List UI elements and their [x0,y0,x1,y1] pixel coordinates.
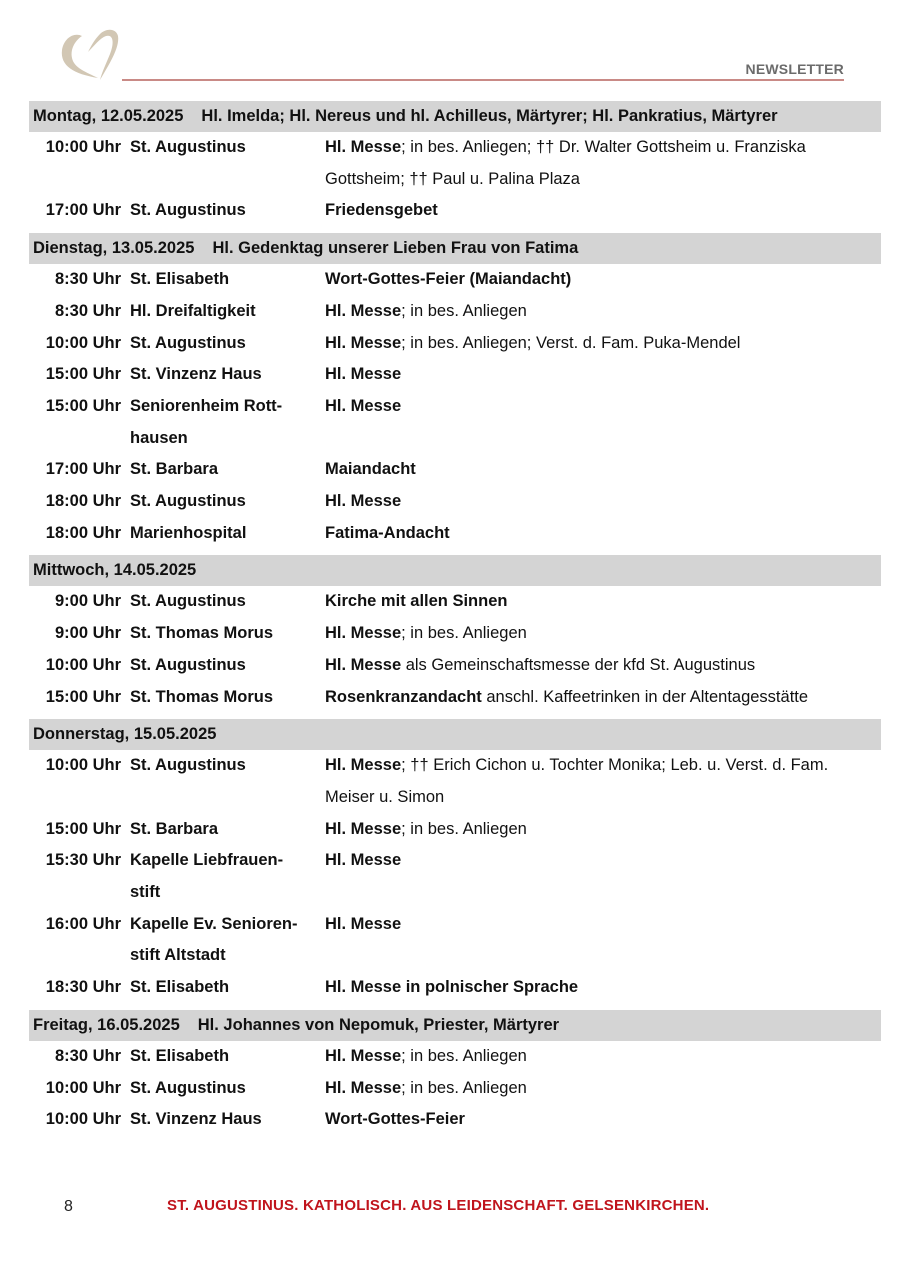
day-feast: Hl. Johannes von Nepomuk, Priester, Märtyrer [197,1015,560,1034]
event-place [121,972,314,1004]
event-time: 18:30 Uhr [45,978,121,997]
event-detail: ; in bes. Anliegen [401,819,527,838]
event-description [314,618,881,650]
event-time: 10:00 Uhr [45,138,121,156]
event-place-line: St. Augustinus [130,655,246,674]
event-place-line: St. Barbara [130,819,219,838]
event-place-line: St. Augustinus [130,492,246,511]
event-place-line: St. Augustinus [130,592,246,611]
day-feast: Hl. Gedenktag unserer Lieben Frau von Fatima [212,239,579,258]
day-header [29,101,881,132]
event-title: Hl. Messe [325,492,402,511]
event-row [29,845,881,908]
event-title: Hl. Messe [325,396,402,415]
event-description [314,1104,881,1136]
event-description [314,586,881,618]
event-place [121,814,314,846]
event-detail: ; in bes. Anliegen [401,1046,527,1065]
event-time: 17:00 Uhr [45,201,121,220]
day-block [29,233,881,549]
page-number: 8 [64,1198,73,1215]
event-title: Hl. Messe [325,756,402,775]
event-row [29,391,881,454]
event-row [29,195,881,227]
event-description [314,328,881,360]
event-place-line: St. Augustinus [130,138,246,156]
event-title: Hl. Messe [325,333,402,352]
event-time: 15:00 Uhr [45,396,121,415]
event-place-line: Kapelle Ev. Senioren- [130,914,298,933]
event-place [121,845,314,908]
event-row [29,454,881,486]
day-block [29,101,881,227]
event-description [314,486,881,518]
event-place-line: Marienhospital [130,523,247,542]
day-header [29,719,881,750]
event-time: 8:30 Uhr [54,270,121,289]
event-place-line: stift Altstadt [130,946,226,965]
event-title: Wort-Gottes-Feier [325,1110,465,1129]
event-description [314,518,881,550]
event-title: Wort-Gottes-Feier (Maiandacht) [325,270,572,289]
event-title: Kirche mit allen Sinnen [325,592,508,611]
event-description [314,972,881,1004]
event-row [29,586,881,618]
event-place-line: St. Augustinus [130,756,246,775]
event-place [121,682,314,714]
event-place [121,1104,314,1136]
header-rule [122,79,844,81]
event-title: Fatima-Andacht [325,523,450,542]
event-title: Hl. Messe in polnischer Sprache [325,978,579,997]
event-place [121,328,314,360]
event-title: Hl. Messe [325,851,402,870]
day-header [29,555,881,586]
event-time: 10:00 Uhr [45,1110,121,1129]
event-row [29,486,881,518]
event-detail: ; in bes. Anliegen; Verst. d. Fam. Puka-Mendel [401,333,741,352]
event-description [314,359,881,391]
event-detail: ; in bes. Anliegen [401,624,527,643]
event-row [29,328,881,360]
event-place-line: St. Barbara [130,460,219,479]
event-time: 18:00 Uhr [45,523,121,542]
event-description [314,264,881,296]
event-time: 10:00 Uhr [45,1078,121,1097]
event-place-line: Kapelle Liebfrauen- [130,851,284,870]
event-title: Hl. Messe [325,301,402,320]
event-description [314,650,881,682]
newsletter-label: NEWSLETTER [745,61,844,77]
event-time: 10:00 Uhr [45,655,121,674]
event-row [29,518,881,550]
event-description [314,750,881,813]
event-place [121,750,314,813]
event-title: Hl. Messe [325,624,402,643]
event-place [121,391,314,454]
event-detail: anschl. Kaffeetrinken in der Altentagesstätte [481,687,809,706]
event-row [29,1073,881,1105]
day-date: Freitag, 16.05.2025 [33,1015,180,1034]
event-description [314,391,881,454]
event-place [121,586,314,618]
event-time: 9:00 Uhr [54,592,121,611]
event-title: Maiandacht [325,460,416,479]
event-place [121,1073,314,1105]
event-time: 17:00 Uhr [45,460,121,479]
event-place-line: St. Augustinus [130,333,246,352]
day-header [29,233,881,264]
event-time: 10:00 Uhr [45,333,121,352]
event-time: 9:00 Uhr [54,624,121,643]
event-row [29,1041,881,1073]
event-row [29,359,881,391]
event-place [121,195,314,227]
day-block [29,719,881,1004]
event-detail: ; in bes. Anliegen; †† Dr. Walter Gottsheim u. Franziska Gottsheim; †† Paul u. Palina Plaza [325,138,806,188]
event-place-line: St. Elisabeth [130,270,230,289]
event-place [121,650,314,682]
event-time: 8:30 Uhr [54,301,121,320]
event-time: 15:00 Uhr [45,365,121,384]
event-row [29,296,881,328]
event-description [314,132,881,195]
event-time: 15:00 Uhr [45,687,121,706]
event-time: 10:00 Uhr [45,756,121,775]
event-place-line: Hl. Dreifaltigkeit [130,301,256,320]
event-detail: ; in bes. Anliegen [401,301,527,320]
event-time: 15:30 Uhr [45,851,121,870]
event-place-line: St. Augustinus [130,1078,246,1097]
heart-logo-icon [56,26,126,84]
event-title: Hl. Messe [325,1046,402,1065]
day-date: Mittwoch, 14.05.2025 [33,561,197,580]
event-row [29,972,881,1004]
event-row [29,1104,881,1136]
event-description [314,682,881,714]
event-description [314,454,881,486]
event-title: Hl. Messe [325,819,402,838]
event-place-line: St. Elisabeth [130,1046,230,1065]
event-description [314,814,881,846]
event-time: 15:00 Uhr [45,819,121,838]
event-time: 8:30 Uhr [54,1046,121,1065]
day-date: Donnerstag, 15.05.2025 [33,725,217,744]
day-feast: Hl. Imelda; Hl. Nereus und hl. Achilleus, Märtyrer; Hl. Pankratius, Märtyrer [201,107,778,125]
day-header [29,1010,881,1041]
event-row [29,132,881,195]
schedule [29,101,881,1142]
event-description [314,195,881,227]
event-title: Hl. Messe [325,365,402,384]
event-detail: ; †† Erich Cichon u. Tochter Monika; Leb. u. Verst. d. Fam. Meiser u. Simon [325,756,829,806]
event-title: Friedensgebet [325,201,438,220]
event-row [29,682,881,714]
event-place-line: St. Thomas Morus [130,624,274,643]
event-title: Hl. Messe [325,914,402,933]
event-detail: ; in bes. Anliegen [401,1078,527,1097]
event-place [121,486,314,518]
event-place [121,132,314,195]
event-description [314,845,881,908]
event-place-line: St. Thomas Morus [130,687,274,706]
event-place [121,454,314,486]
event-row [29,750,881,813]
event-time: 16:00 Uhr [45,914,121,933]
event-place-line: St. Vinzenz Haus [130,1110,262,1129]
event-place [121,518,314,550]
event-place-line: St. Augustinus [130,201,246,220]
footer-slogan: ST. AUGUSTINUS. KATHOLISCH. AUS LEIDENSCHAFT. GELSENKIRCHEN. [167,1197,710,1214]
day-date: Dienstag, 13.05.2025 [33,239,195,258]
day-date: Montag, 12.05.2025 [33,107,184,125]
event-row [29,650,881,682]
event-place [121,264,314,296]
event-row [29,909,881,972]
day-block [29,555,881,713]
event-title: Hl. Messe [325,138,402,156]
event-description [314,1041,881,1073]
event-place [121,618,314,650]
event-place [121,1041,314,1073]
event-description [314,1073,881,1105]
event-place-line: Seniorenheim Rott- [130,396,283,415]
event-place-line: stift [130,883,161,902]
event-place-line: St. Elisabeth [130,978,230,997]
event-detail: als Gemeinschaftsmesse der kfd St. Augustinus [401,655,756,674]
day-block [29,1010,881,1136]
event-description [314,296,881,328]
event-place-line: hausen [130,428,188,447]
event-time: 18:00 Uhr [45,492,121,511]
event-place [121,909,314,972]
event-place [121,359,314,391]
event-title: Rosenkranzandacht [325,687,482,706]
event-row [29,814,881,846]
event-title: Hl. Messe [325,1078,402,1097]
event-row [29,618,881,650]
event-title: Hl. Messe [325,655,402,674]
event-row [29,264,881,296]
event-place [121,296,314,328]
event-place-line: St. Vinzenz Haus [130,365,262,384]
event-description [314,909,881,972]
